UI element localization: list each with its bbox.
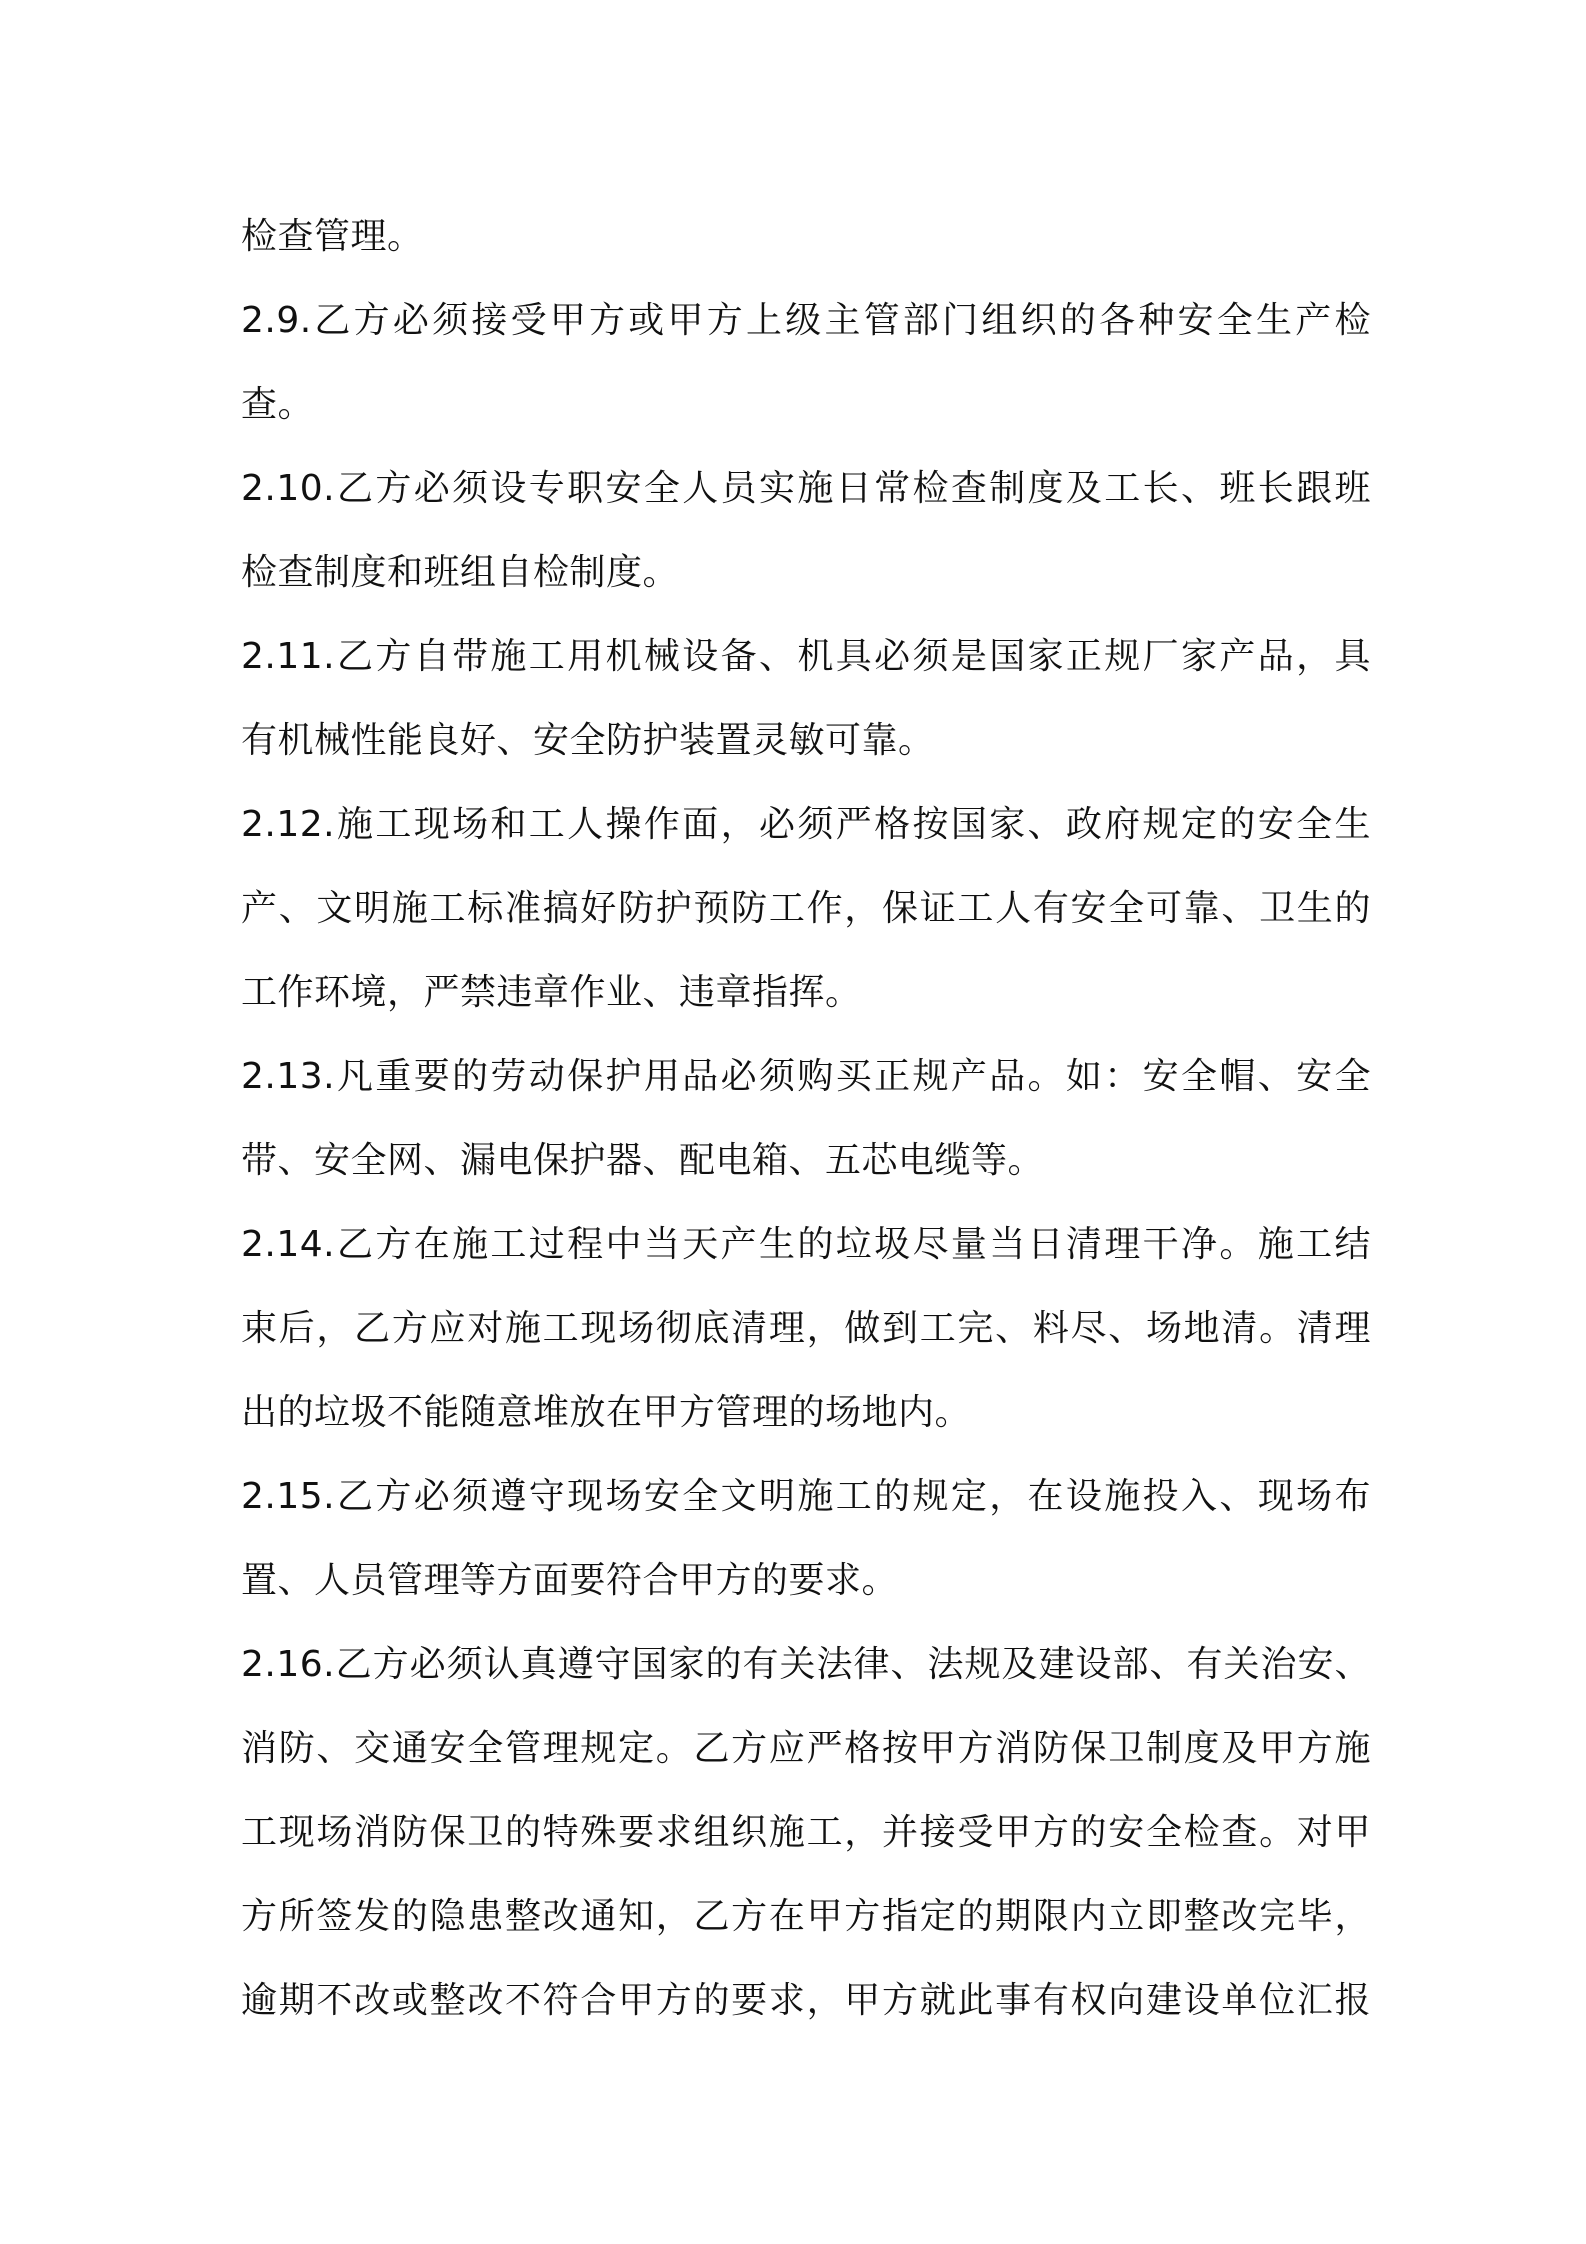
text-line: 2.9.乙方必须接受甲方或甲方上级主管部门组织的各种安全生产检 xyxy=(241,300,1371,341)
text-line: 检查制度和班组自检制度。 xyxy=(241,552,680,593)
text-line: 2.14.乙方在施工过程中当天产生的垃圾尽量当日清理干净。施工结 xyxy=(241,1224,1371,1265)
text-line: 2.12.施工现场和工人操作面，必须严格按国家、政府规定的安全生 xyxy=(241,804,1371,845)
text-line: 置、人员管理等方面要符合甲方的要求。 xyxy=(241,1560,899,1601)
text-line: 工作环境，严禁违章作业、违章指挥。 xyxy=(241,972,862,1013)
text-line: 束后，乙方应对施工现场彻底清理，做到工完、料尽、场地清。清理 xyxy=(241,1308,1371,1349)
text-line: 产、文明施工标准搞好防护预防工作，保证工人有安全可靠、卫生的 xyxy=(241,888,1371,929)
text-line: 2.15.乙方必须遵守现场安全文明施工的规定，在设施投入、现场布 xyxy=(241,1476,1371,1517)
text-line: 2.13.凡重要的劳动保护用品必须购买正规产品。如：安全帽、安全 xyxy=(241,1056,1371,1097)
text-line: 查。 xyxy=(241,384,315,425)
text-line: 方所签发的隐患整改通知，乙方在甲方指定的期限内立即整改完毕， xyxy=(241,1896,1371,1937)
document-body xyxy=(241,195,1371,2043)
text-line: 2.10.乙方必须设专职安全人员实施日常检查制度及工长、班长跟班 xyxy=(241,468,1371,509)
text-line: 工现场消防保卫的特殊要求组织施工，并接受甲方的安全检查。对甲 xyxy=(241,1812,1371,1853)
text-line: 有机械性能良好、安全防护装置灵敏可靠。 xyxy=(241,720,935,761)
text-line: 带、安全网、漏电保护器、配电箱、五芯电缆等。 xyxy=(241,1140,1045,1181)
text-line: 逾期不改或整改不符合甲方的要求，甲方就此事有权向建设单位汇报 xyxy=(241,1980,1371,2021)
text-line: 2.16.乙方必须认真遵守国家的有关法律、法规及建设部、有关治安、 xyxy=(241,1644,1371,1685)
text-line: 消防、交通安全管理规定。乙方应严格按甲方消防保卫制度及甲方施 xyxy=(241,1728,1371,1769)
text-line: 检查管理。 xyxy=(241,216,424,257)
text-line: 2.11.乙方自带施工用机械设备、机具必须是国家正规厂家产品，具 xyxy=(241,636,1371,677)
text-line: 出的垃圾不能随意堆放在甲方管理的场地内。 xyxy=(241,1392,972,1433)
